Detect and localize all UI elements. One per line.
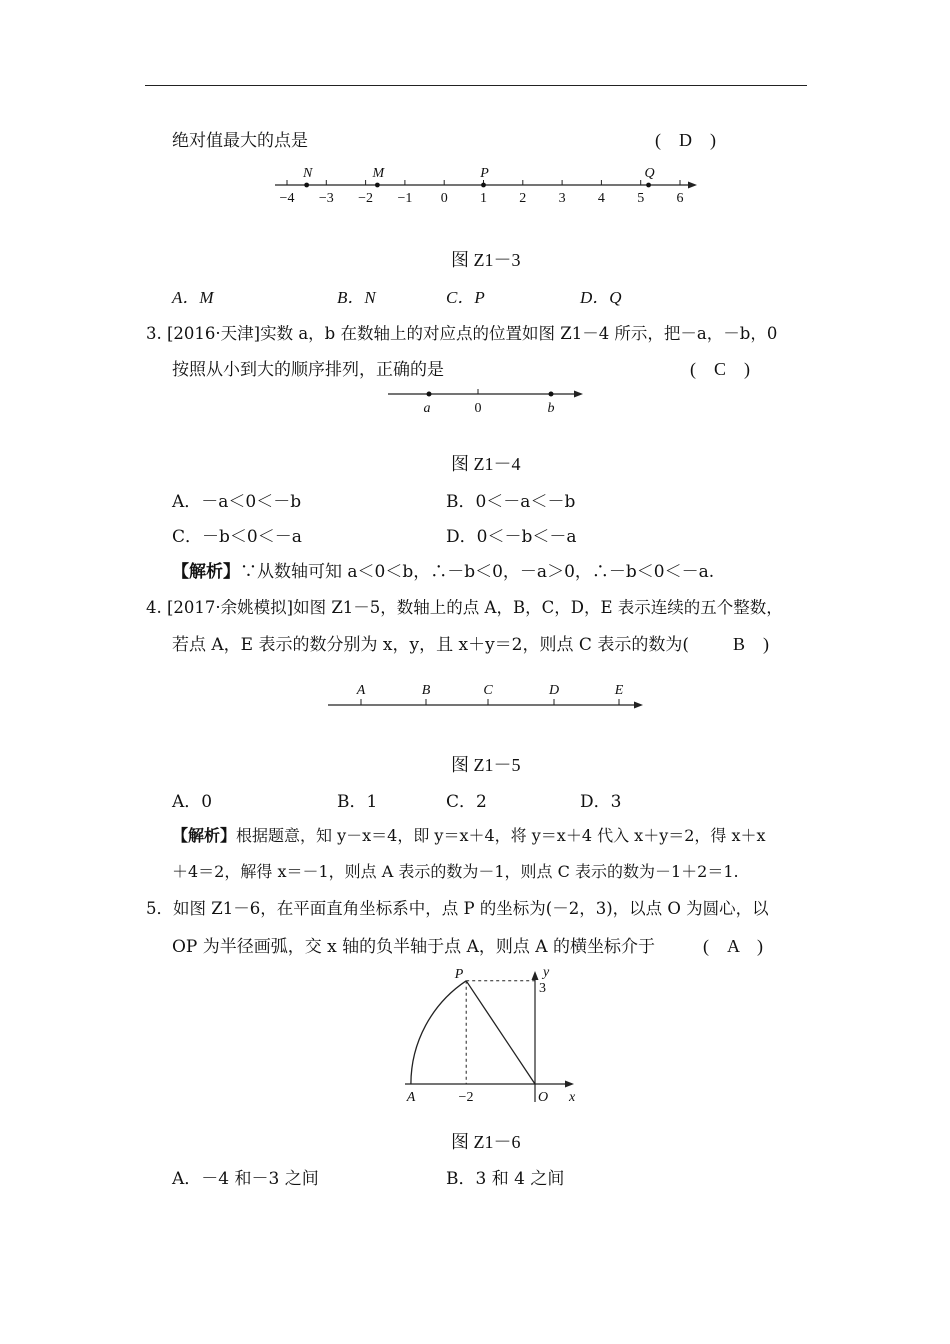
tick-label: 1 bbox=[480, 191, 487, 206]
arc-ap bbox=[411, 981, 466, 1084]
figure-caption: 图 Z1－6 bbox=[451, 1132, 521, 1152]
segment-op bbox=[466, 981, 535, 1084]
label-o: O bbox=[537, 1090, 549, 1105]
figure-z1-4-number-line bbox=[386, 384, 586, 420]
option-b: B．1 bbox=[337, 792, 378, 812]
tick-label: −3 bbox=[318, 191, 334, 206]
figure-z1-5-number-line bbox=[326, 676, 656, 716]
point-a bbox=[427, 392, 432, 397]
q4-line1: 4. [2017·余姚模拟]如图 Z1－5，数轴上的点 A，B，C，D，E 表示连续的五个整数， bbox=[146, 598, 783, 617]
q5-answer: ( A ) bbox=[703, 936, 763, 956]
solution-text: 根据题意，知 y－x＝4，即 y＝x＋4，将 y＝x＋4 代入 x＋y＝2，得 x＋x bbox=[236, 826, 766, 845]
point-n bbox=[304, 183, 309, 188]
q4-solution-line1 bbox=[172, 823, 766, 846]
tick-label-neg2: −2 bbox=[458, 1090, 474, 1105]
label-p: P bbox=[454, 967, 464, 982]
q2-text: 绝对值最大的点是 bbox=[172, 131, 308, 151]
option-b: B．0＜－a＜－b bbox=[446, 492, 576, 512]
tick-label: 0 bbox=[440, 191, 448, 206]
option-c: C．P bbox=[446, 288, 485, 307]
q3-line2: 按照从小到大的顺序排列，正确的是 bbox=[172, 360, 444, 380]
figure-z1-6-coordinate-plane bbox=[395, 962, 595, 1112]
axis-arrow bbox=[688, 182, 697, 189]
label-a: a bbox=[423, 401, 431, 416]
figure-caption: 图 Z1－3 bbox=[451, 250, 521, 270]
q3-answer: ( C ) bbox=[690, 359, 750, 379]
label-b: b bbox=[547, 401, 555, 416]
solution-text: ∵从数轴可知 a＜0＜b，∴－b＜0，－a＞0，∴－b＜0＜－a. bbox=[240, 562, 715, 582]
label-a: A bbox=[406, 1090, 416, 1105]
option-d: D．3 bbox=[580, 792, 622, 812]
option-c: C．2 bbox=[446, 792, 487, 812]
tick-label: −4 bbox=[279, 191, 295, 206]
label-a: A bbox=[356, 683, 366, 698]
option-b: B．3 和 4 之间 bbox=[446, 1169, 565, 1189]
y-axis-arrow bbox=[532, 971, 539, 980]
point-p bbox=[481, 183, 486, 188]
point-label-n: N bbox=[302, 166, 313, 181]
tick-label: 5 bbox=[637, 191, 645, 206]
point-label-m: M bbox=[372, 166, 385, 181]
label-x: x bbox=[569, 1090, 576, 1105]
label-c: C bbox=[483, 683, 493, 698]
point-label-p: P bbox=[480, 166, 489, 181]
label-y: y bbox=[543, 965, 550, 980]
option-a: A．－a＜0＜－b bbox=[172, 492, 302, 512]
figure-z1-3-number-line bbox=[270, 150, 710, 210]
header-rule bbox=[145, 85, 807, 86]
q4-answer: B ) bbox=[733, 634, 769, 654]
q5-line1: 5．如图 Z1－6，在平面直角坐标系中，点 P 的坐标为(－2，3)，以点 O 为圆心，以 bbox=[146, 899, 769, 918]
label-e: E bbox=[614, 683, 624, 698]
axis-arrow bbox=[574, 391, 583, 398]
tick-label: −2 bbox=[358, 191, 374, 206]
x-axis-arrow bbox=[565, 1081, 574, 1088]
q3-line1: 3. [2016·天津]实数 a，b 在数轴上的对应点的位置如图 Z1－4 所示，把－a，－b，0 bbox=[146, 324, 778, 343]
q3-solution bbox=[172, 557, 714, 582]
q4-solution-line2: ＋4＝2，解得 x＝－1，则点 A 表示的数为－1，则点 C 表示的数为－1＋2＝1. bbox=[172, 862, 739, 881]
point-b bbox=[549, 392, 554, 397]
figure-caption: 图 Z1－4 bbox=[451, 454, 521, 474]
option-b: B．N bbox=[337, 288, 376, 307]
label-d: D bbox=[548, 683, 560, 698]
tick-label: 3 bbox=[558, 191, 566, 206]
option-d: D．0＜－b＜－a bbox=[446, 527, 577, 547]
solution-tag: 【解析】 bbox=[172, 826, 237, 845]
q5-line2: OP 为半径画弧，交 x 轴的负半轴于点 A，则点 A 的横坐标介于 bbox=[172, 937, 655, 957]
option-a: A．0 bbox=[172, 792, 213, 812]
option-a: A．M bbox=[172, 288, 214, 307]
figure-caption: 图 Z1－5 bbox=[451, 755, 521, 775]
axis-arrow bbox=[634, 702, 643, 709]
tick-label-3: 3 bbox=[539, 981, 546, 996]
label-b: B bbox=[421, 683, 431, 698]
tick-label: 4 bbox=[597, 191, 605, 206]
option-a: A．－4 和－3 之间 bbox=[172, 1169, 319, 1189]
tick-label: 6 bbox=[676, 191, 684, 206]
q4-line2: 若点 A，E 表示的数分别为 x，y，且 x＋y＝2，则点 C 表示的数为( bbox=[172, 635, 689, 655]
point-m bbox=[375, 183, 380, 188]
option-c: C．－b＜0＜－a bbox=[172, 527, 302, 547]
tick-label: 2 bbox=[519, 191, 527, 206]
tick-label: −1 bbox=[397, 191, 413, 206]
option-d: D．Q bbox=[580, 288, 622, 307]
solution-tag: 【解析】 bbox=[172, 562, 240, 582]
point-label-q: Q bbox=[644, 166, 655, 181]
point-q bbox=[646, 183, 651, 188]
q2-answer: ( D ) bbox=[655, 130, 716, 150]
label-zero: 0 bbox=[474, 401, 482, 416]
